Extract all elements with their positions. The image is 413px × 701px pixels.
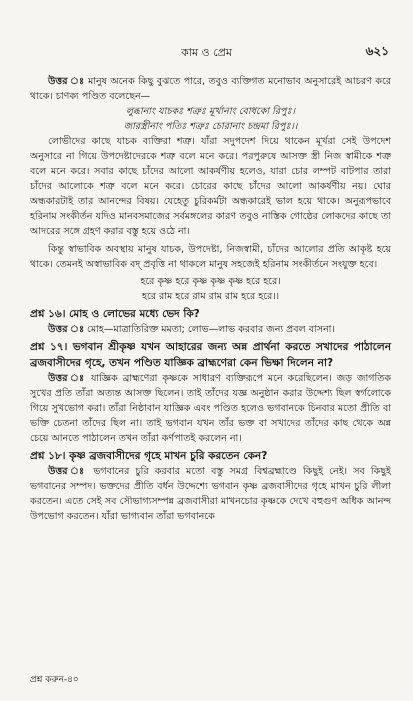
page-content xyxy=(30,74,391,524)
page-footer: প্রশ্ন করুন-৪০ xyxy=(30,675,79,685)
answer-label: উত্তর ঃ xyxy=(48,466,88,477)
running-title: কাম ও প্রেম xyxy=(181,46,232,59)
answer-label: উত্তর ঃ xyxy=(48,324,85,335)
sanskrit-verse-line: লুব্ধানাং যাচকঃ শত্রুঃ মূর্খানাং বোধকো রিপুঃ। xyxy=(125,106,296,117)
answer-text: মোহ—মাত্রাতিরিক্ত মমতা; লোভ—লাভ করবার জন্য প্রবল বাসনা। xyxy=(87,324,335,335)
page-number: ৬২১ xyxy=(365,44,389,58)
mantra-line: হরে রাম হরে রাম রাম রাম হরে হরে।। xyxy=(141,291,280,302)
mantra-line: হরে কৃষ্ণ হরে কৃষ্ণ কৃষ্ণ কৃষ্ণ হরে হরে। xyxy=(140,276,281,287)
page-header xyxy=(0,44,413,60)
answer-text: যাজ্ঞিক ব্রাহ্মণেরা কৃষ্ণকে সাধারণ ব্যক্তিরূপে মনে করেছিলেন। জড় জাগতিক সুখের প্রতি তাঁরা অত্যন্ত আসক্ত ছিলেন। তাই তাঁদের যজ্ঞ অনুষ্ঠান করার উদ্দেশ্য ছিল স্বর্গলোকে গিয়ে সুখভোগ করা। তাঁরা নিষ্ঠাবান যাজ্ঞিক এবং পণ্ডিত হলেও ভগবানকে চিনবার মতো প্রীতি বা ভক্তি চেতনা তাঁদের ছিল না। তাই ভগবান যখন তাঁর ভক্ত বা সখাদের তাঁদের কাছ থেকে অন্ন চেয়ে আনতে পাঠালেন তখন তাঁরা কর্ণপাতই করলেন না। xyxy=(30,373,391,444)
answer-text: মানুষ অনেক কিছু বুঝতে পারে, তবুও ব্যক্তিগত মনোভাব অনুসারেই আচরণ করে থাকে। চাণক্য পণ্ডিত বলেছেন— xyxy=(30,76,391,102)
answer-label: উত্তর ঃ xyxy=(48,373,86,384)
question-heading: প্রশ্ন ১৭। ভগবান শ্রীকৃষ্ণ যখন আহারের জন্য অন্ন প্রার্থনা করতে সখাদের পাঠালেন ব্রজবাসীদের গৃহে, তখন পণ্ডিত যাজ্ঞিক ব্রাহ্মণেরা কেন ভিক্ষা দিলেন না? xyxy=(30,341,391,369)
answer-label: উত্তর ঃ xyxy=(48,76,85,87)
question-heading: প্রশ্ন ১৬। মোহ ও লোভের মধ্যে ভেদ কি? xyxy=(30,308,200,320)
answer-paragraph xyxy=(30,322,391,337)
body-paragraph: কিন্তু স্বাভাবিক অবস্থায় মানুষ যাচক, উপদেষ্টা, নিজস্বামী, চাঁদের আলোর প্রতি আকৃষ্ট হয়ে থাকে। তেমনই অস্বাভাবিক বদ্ প্রবৃত্তি না থাকলে মানুষ সহজেই হরিনাম সংকীর্তনে সংযুক্ত হবে। xyxy=(30,244,391,270)
body-paragraph: লোভীদের কাছে যাচক ব্যক্তিরা শত্রু। যাঁরা সদুপদেশ দিয়ে থাকেন মূর্খরা সেই উপদেশ অনুসারে না গিয়ে উপদেষ্টাদেরকে শত্রু বলে মনে করে। পরপুরুষে আসক্ত স্ত্রী নিজ স্বামীকে শত্রু বলে মনে করে। সবার কাছে চাঁদের আলো আকর্ষণীয় হলেও, যারা চোর লম্পট বাটপার তারা চাঁদের আলোকে শত্রু বলে মনে করে। চোরের কাছে চাঁদের আলো আকর্ষণীয় নয়। ঘোর অন্ধকারটাই তার আনন্দের বিষয়। যেহেতু চুরিকর্মটা অন্ধকারেই ভাল হয়ে থাকে। অনুরূপভাবে হরিনাম সংকীর্তন যদিও মানবসমাজের সর্বমঙ্গলের কারণ তবুও নাস্তিক গোষ্ঠের লোকদের কাছে তা আদরের সঙ্গে গ্রহণ করার বস্তু হয়ে ওঠে না। xyxy=(30,136,391,237)
answer-text: ভগবানের চুরি করবার মতো বস্তু সমগ্র বিশ্বব্রহ্মাণ্ডে কিছুই নেই। সব কিছুই ভগবানের সম্পদ। ভক্তদের প্রীতি বর্ধন উদ্দেশ্যে ভগবান কৃষ্ণ ব্রজবাসীদের গৃহে মাখন চুরি লীলা করতেন। এতে সেই সব সৌভাগ্যসম্পন্ন ব্রজবাসীরা মাখনচোর কৃষ্ণকে দেখে বহুগুণ অধিক আনন্দ উপভোগ করতেন। যাঁরা ভাগ্যবান তাঁরা ভগবানকে xyxy=(30,466,391,522)
answer-paragraph xyxy=(30,74,391,104)
answer-paragraph xyxy=(30,371,391,446)
sanskrit-verse-line: জারস্ত্রীনাং পতিঃ শত্রুঃ চোরানাং চন্দ্রমা রিপুঃ।। xyxy=(123,121,298,132)
question-heading: প্রশ্ন ১৮। কৃষ্ণ ব্রজবাসীদের গৃহে মাখন চুরি করতেন কেন? xyxy=(30,450,268,462)
answer-paragraph xyxy=(30,464,391,524)
